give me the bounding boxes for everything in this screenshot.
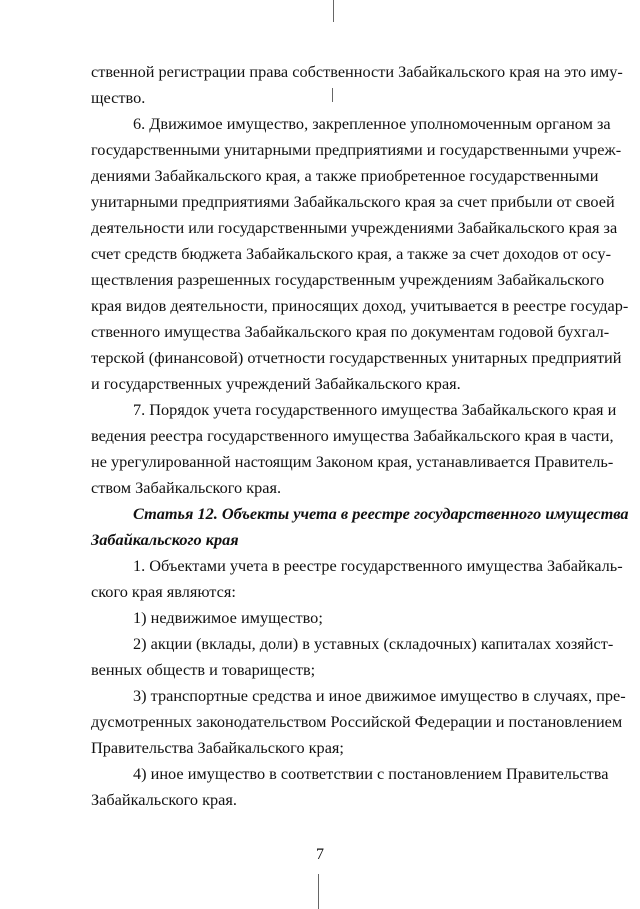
text-line: ственного имущества Забайкальского края по документам годовой бухгал- (91, 322, 610, 341)
text-line: терской (финансовой) отчетности государственных унитарных предприятий (91, 348, 622, 367)
page-number: 7 (316, 846, 324, 863)
article-heading-cont: Забайкальского края (91, 530, 239, 549)
article-heading: Статья 12. Объекты учета в реестре государственного имущества (133, 504, 629, 523)
text-line: унитарными предприятиями Забайкальского края за счет прибыли от своей (91, 192, 615, 211)
text-line: ского края являются: (91, 582, 236, 601)
text-line: дусмотренных законодательством Российской Федерации и постановлением (91, 712, 623, 731)
text-line: щество. (91, 88, 146, 107)
text-line: 1. Объектами учета в реестре государственного имущества Забайкаль- (133, 556, 623, 575)
text-line: счет средств бюджета Забайкальского края, а также за счет доходов от осу- (91, 244, 611, 263)
text-line: не урегулированной настоящим Законом края, устанавливается Правитель- (91, 452, 614, 471)
text-line: ществления разрешенных государственным учреждениям Забайкальского (91, 270, 605, 289)
scan-mark-top (333, 0, 334, 22)
text-line: дениями Забайкальского края, а также приобретенное государственными (91, 166, 599, 185)
text-line: 7. Порядок учета государственного имущества Забайкальского края и (133, 400, 617, 419)
text-line: 4) иное имущество в соответствии с постановлением Правительства (133, 764, 609, 783)
text-line: Правительства Забайкальского края; (91, 738, 344, 757)
text-line: Забайкальского края. (91, 790, 237, 809)
text-line: края видов деятельности, приносящих доход, учитывается в реестре государ- (91, 296, 629, 315)
text-line: 2) акции (вклады, доли) в уставных (складочных) капиталах хозяйст- (133, 634, 614, 653)
text-line: государственными унитарными предприятиями и государственными учреж- (91, 140, 622, 159)
text-line: 1) недвижимое имущество; (133, 608, 323, 627)
text-line: венных обществ и товариществ; (91, 660, 316, 679)
text-line: ведения реестра государственного имущества Забайкальского края в части, (91, 426, 614, 445)
text-line: ственной регистрации права собственности Забайкальского края на это иму- (91, 62, 623, 81)
scan-mark-top-2 (332, 88, 333, 102)
text-line: 3) транспортные средства и иное движимое имущество в случаях, пре- (133, 686, 626, 705)
scan-mark-bottom (318, 874, 319, 909)
text-line: и государственных учреждений Забайкальского края. (91, 374, 461, 393)
text-line: деятельности или государственными учреждениями Забайкальского края за (91, 218, 618, 237)
text-line: ством Забайкальского края. (91, 478, 282, 497)
text-line: 6. Движимое имущество, закрепленное уполномоченным органом за (133, 114, 611, 133)
